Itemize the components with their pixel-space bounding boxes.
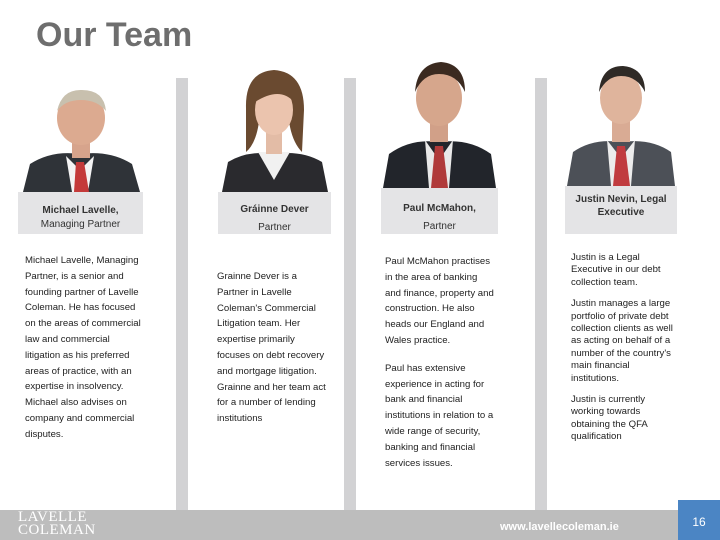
page-number: 16 [692, 515, 706, 529]
member-name: Gráinne Dever [240, 204, 309, 215]
column-divider [344, 78, 356, 510]
member-name-card [218, 192, 331, 234]
portrait-photo [18, 78, 143, 192]
member-name-card [565, 186, 677, 234]
member-bio [217, 269, 329, 437]
company-logo [18, 511, 96, 537]
column-divider [176, 78, 188, 510]
member-name-card [381, 188, 498, 234]
bio-paragraph: Justin is a Legal Executive in our debt collection team. [571, 252, 661, 288]
logo-line: LAVELLE [18, 509, 88, 525]
member-name: Justin Nevin, Legal Executive [575, 194, 667, 218]
member-name-card [18, 192, 143, 234]
member-bio [25, 253, 145, 453]
column-divider [535, 78, 547, 510]
member-role: Partner [423, 221, 456, 232]
slide-title: Our Team [36, 16, 193, 54]
member-role: Managing Partner [40, 219, 121, 230]
portrait-photo [218, 62, 331, 192]
bio-paragraph: Grainne Dever is a Partner in Lavelle Coleman's Commercial Litigation team. Her expertise primarily focuses on debt recovery and mortgage litigation. Grainne and her team act for a number of lending institutions [217, 271, 326, 425]
logo-line: COLEMAN [18, 522, 96, 538]
bio-paragraph: Paul McMahon practises in the area of banking and finance, property and construction. He also heads our England and Wales practice. [385, 256, 494, 346]
portrait-photo [381, 48, 498, 188]
member-role: Partner [258, 222, 291, 233]
bio-paragraph: Justin is currently working towards obtaining the QFA qualification [571, 394, 648, 443]
member-bio [571, 252, 675, 454]
bio-paragraph: Justin manages a large portfolio of private debt collection clients as well as acting on behalf of a number of the country's main financial institutions. [571, 298, 673, 384]
member-name: Paul McMahon, [403, 203, 476, 214]
website-link[interactable]: www.lavellecoleman.ie [500, 521, 619, 533]
member-name: Michael Lavelle, [42, 205, 119, 216]
member-bio [385, 254, 495, 481]
portrait-photo [565, 54, 677, 186]
bio-paragraph: Michael Lavelle, Managing Partner, is a senior and founding partner of Lavelle Coleman. He has focused on the areas of commercial law and commercial litigation as his preferred areas of practice, with an expertise in insolvency. Michael also advises on company and commercial disputes. [25, 255, 141, 440]
bio-paragraph: Paul has extensive experience in acting for bank and financial institutions in relation to a wide range of security, banking and financial services issues. [385, 362, 494, 469]
